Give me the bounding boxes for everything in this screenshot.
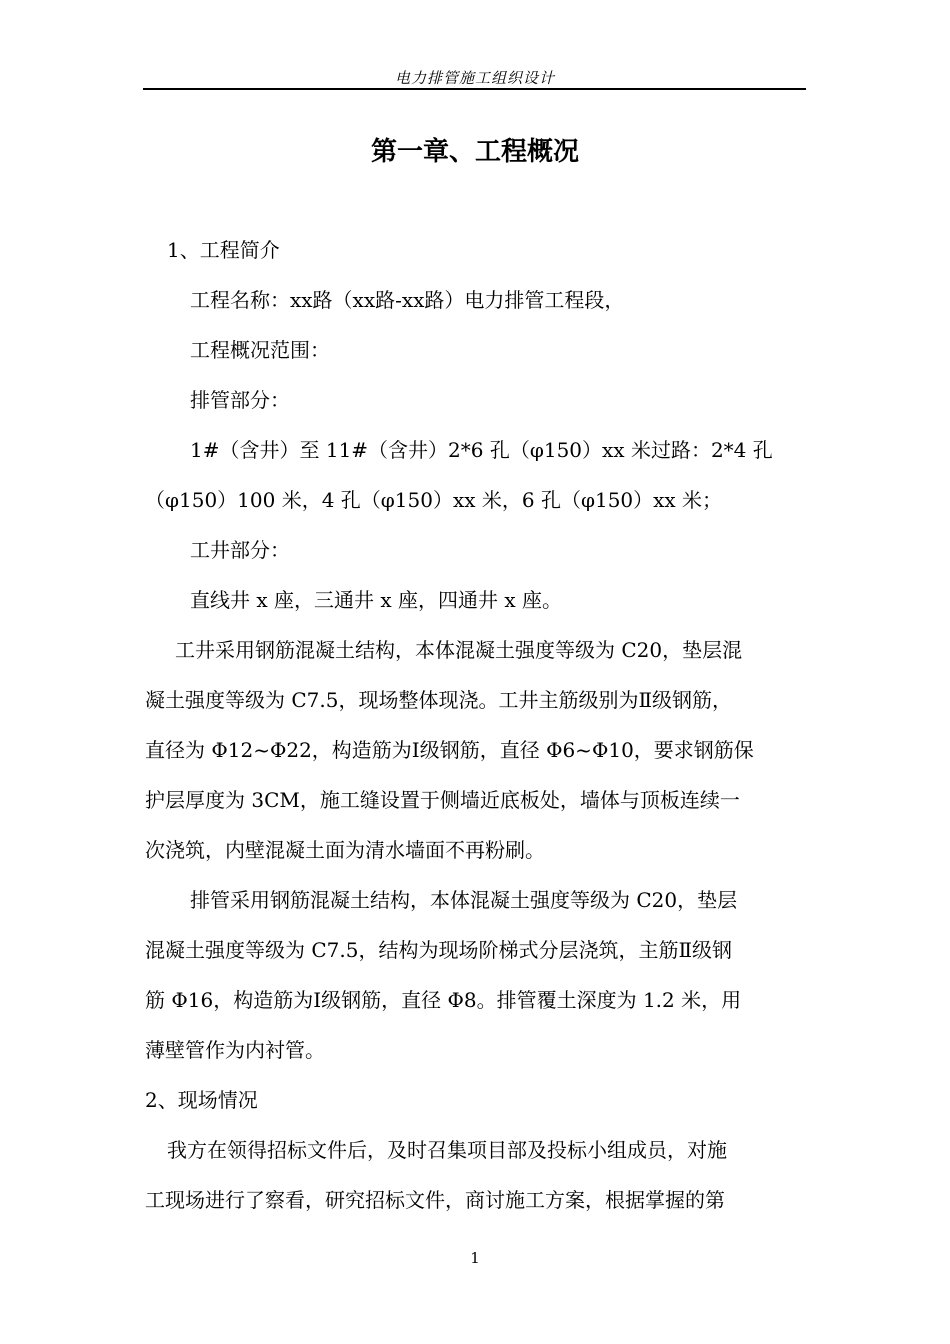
chapter-title: 第一章、工程概况 bbox=[370, 137, 579, 167]
paragraph-line: 排管采用钢筋混凝土结构，本体混凝土强度等级为 C20，垫层 bbox=[190, 888, 738, 912]
site-paragraph bbox=[145, 1125, 807, 1225]
pipe-spec-line: （φ150）100 米，4 孔（φ150）xx 米，6 孔（φ150）xx 米； bbox=[145, 488, 723, 512]
paragraph-line: 工现场进行了察看，研究招标文件，商讨施工方案，根据掌握的第 bbox=[145, 1188, 725, 1212]
paragraph-line: 次浇筑，内壁混凝土面为清水墙面不再粉刷。 bbox=[145, 838, 545, 862]
paragraph-line: 筋 Φ16，构造筋为Ⅰ级钢筋，直径 Φ8。排管覆土深度为 1.2 米，用 bbox=[145, 988, 742, 1012]
paragraph-line: 直径为 Φ12~Φ22，构造筋为Ⅰ级钢筋，直径 Φ6~Φ10，要求钢筋保 bbox=[145, 738, 754, 762]
pipe-structure-paragraph bbox=[145, 875, 807, 1075]
section-heading-site: 2、现场情况 bbox=[145, 1088, 258, 1112]
paragraph-line: 工井采用钢筋混凝土结构，本体混凝土强度等级为 C20，垫层混 bbox=[175, 638, 743, 662]
header-rule bbox=[143, 88, 806, 90]
section-heading-overview: 1、工程简介 bbox=[167, 238, 280, 262]
scope-label: 工程概况范围： bbox=[190, 338, 330, 362]
page-number: 1 bbox=[470, 1249, 480, 1267]
pipe-spec-line: 1#（含井）至 11#（含井）2*6 孔（φ150）xx 米过路：2*4 孔 bbox=[190, 438, 773, 462]
running-header: 电力排管施工组织设计 bbox=[394, 69, 555, 87]
pipe-section-label: 排管部分： bbox=[190, 388, 290, 412]
well-structure-paragraph bbox=[145, 625, 807, 875]
well-section-label: 工井部分： bbox=[190, 538, 290, 562]
paragraph-line: 我方在领得招标文件后，及时召集项目部及投标小组成员，对施 bbox=[167, 1138, 727, 1162]
paragraph-line: 薄壁管作为内衬管。 bbox=[145, 1038, 325, 1062]
paragraph-line: 凝土强度等级为 C7.5，现场整体现浇。工井主筋级别为Ⅱ级钢筋， bbox=[145, 688, 733, 712]
document-body bbox=[145, 225, 807, 1225]
well-counts: 直线井 x 座，三通井 x 座，四通井 x 座。 bbox=[190, 588, 562, 612]
paragraph-line: 护层厚度为 3CM，施工缝设置于侧墙近底板处，墙体与顶板连续一 bbox=[145, 788, 740, 812]
project-name: 工程名称：xx路（xx路-xx路）电力排管工程段， bbox=[190, 288, 625, 312]
paragraph-line: 混凝土强度等级为 C7.5，结构为现场阶梯式分层浇筑，主筋Ⅱ级钢 bbox=[145, 938, 733, 962]
